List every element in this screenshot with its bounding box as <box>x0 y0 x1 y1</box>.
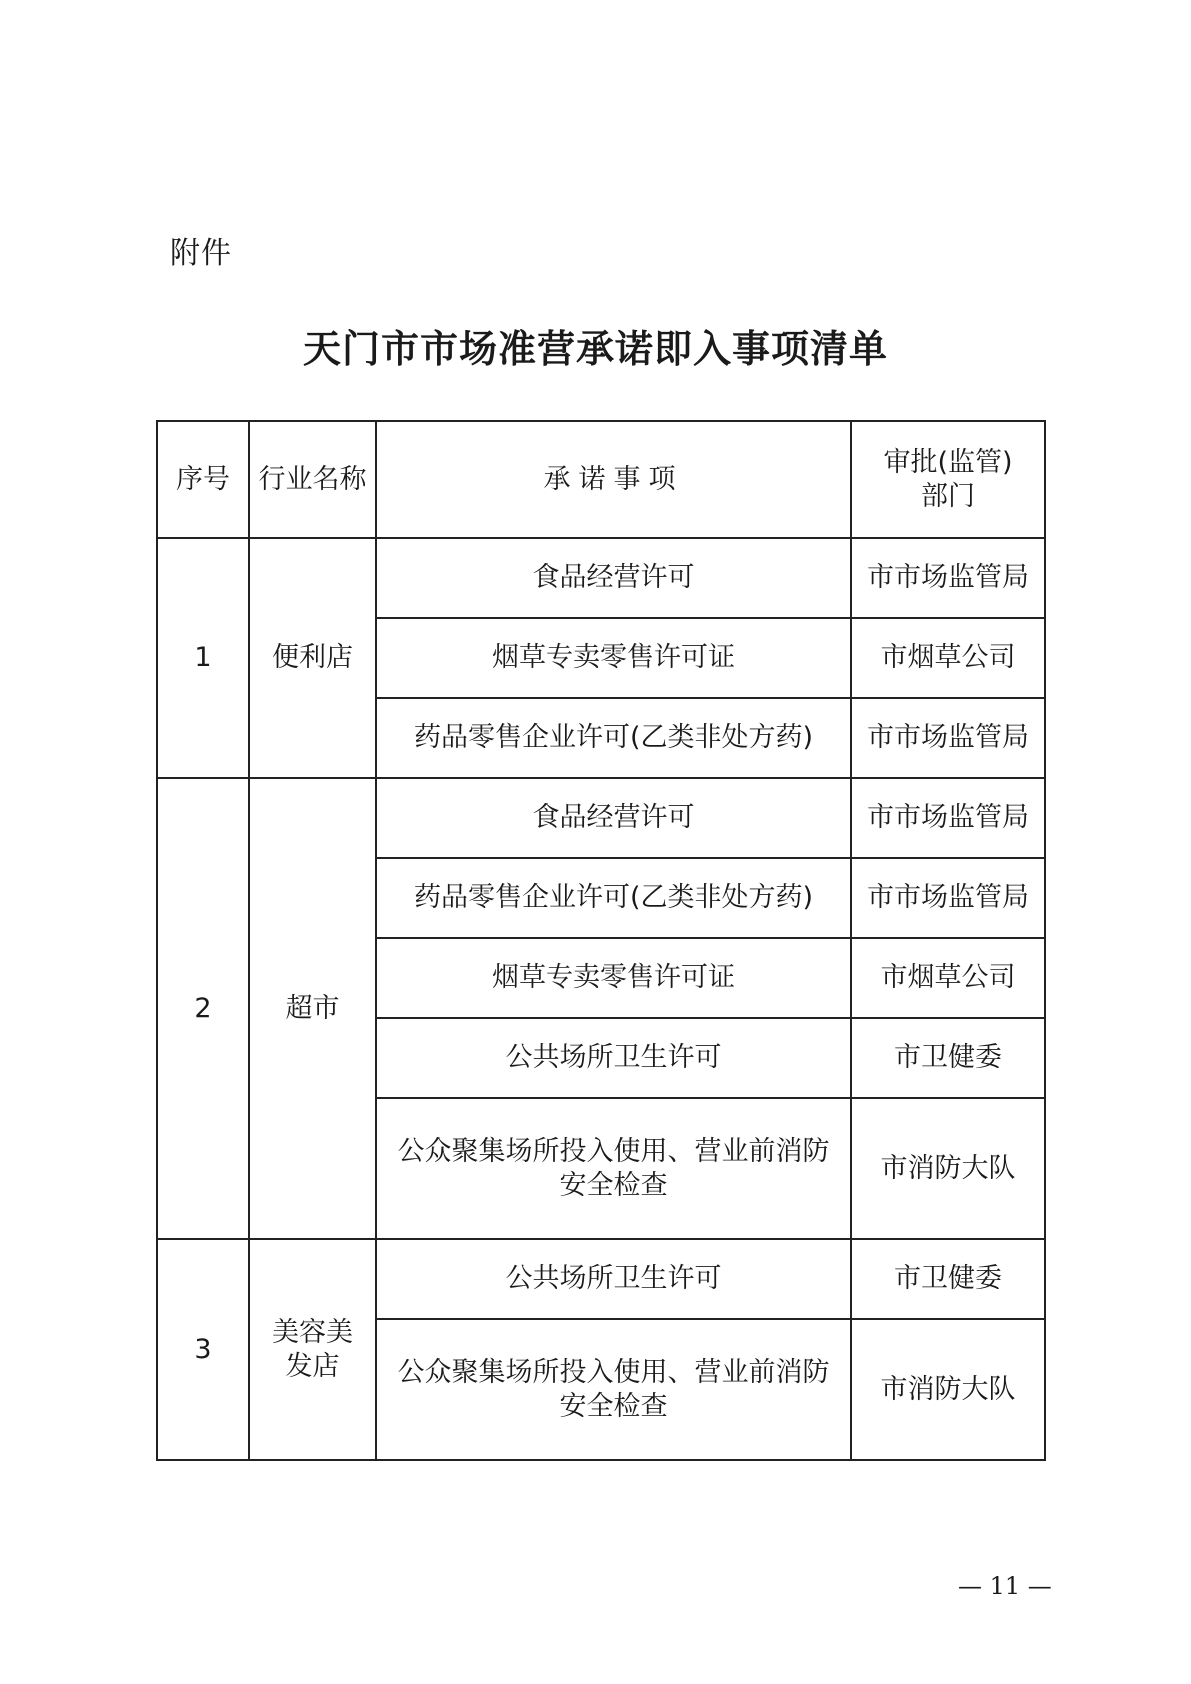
page-number: — 11 — <box>958 1572 1052 1600</box>
item-cell-line2: 安全检查 <box>559 1390 668 1422</box>
group-no: 1 <box>157 538 249 778</box>
header-items: 承诺事项 <box>376 421 851 538</box>
item-cell: 烟草专卖零售许可证 <box>376 938 851 1018</box>
item-cell: 烟草专卖零售许可证 <box>376 618 851 698</box>
item-cell-line1: 公众聚集场所投入使用、营业前消防 <box>397 1135 830 1167</box>
table-row <box>157 778 1045 858</box>
item-cell: 公共场所卫生许可 <box>376 1018 851 1098</box>
table-row <box>157 1239 1045 1319</box>
group-industry-line1: 美容美 <box>272 1316 353 1348</box>
dept-cell: 市市场监管局 <box>851 538 1045 618</box>
dept-cell: 市烟草公司 <box>851 938 1045 1018</box>
header-industry: 行业名称 <box>249 421 376 538</box>
header-dept <box>851 421 1045 538</box>
group-no: 2 <box>157 778 249 1239</box>
dept-cell: 市消防大队 <box>851 1319 1045 1460</box>
item-cell: 食品经营许可 <box>376 538 851 618</box>
group-no: 3 <box>157 1239 249 1460</box>
dept-cell: 市卫健委 <box>851 1018 1045 1098</box>
document-title: 天门市市场准营承诺即入事项清单 <box>302 327 888 371</box>
item-cell: 药品零售企业许可(乙类非处方药) <box>376 698 851 778</box>
group-industry: 便利店 <box>249 538 376 778</box>
header-dept-line1: 审批(监管) <box>883 446 1013 478</box>
attachment-label: 附件 <box>170 236 232 271</box>
group-industry-line2: 发店 <box>285 1350 340 1382</box>
item-cell: 公共场所卫生许可 <box>376 1239 851 1319</box>
item-cell <box>376 1098 851 1239</box>
item-cell <box>376 1319 851 1460</box>
header-dept-line2: 部门 <box>921 480 975 512</box>
group-industry: 超市 <box>249 778 376 1239</box>
item-cell: 食品经营许可 <box>376 778 851 858</box>
dept-cell: 市市场监管局 <box>851 778 1045 858</box>
dept-cell: 市烟草公司 <box>851 618 1045 698</box>
item-cell: 药品零售企业许可(乙类非处方药) <box>376 858 851 938</box>
dept-cell: 市市场监管局 <box>851 858 1045 938</box>
item-cell-line2: 安全检查 <box>559 1169 668 1201</box>
header-no: 序号 <box>157 421 249 538</box>
table-row <box>157 538 1045 618</box>
commitment-items-table <box>156 420 1046 1461</box>
table-header-row <box>157 421 1045 538</box>
item-cell-line1: 公众聚集场所投入使用、营业前消防 <box>397 1356 830 1388</box>
group-industry <box>249 1239 376 1460</box>
dept-cell: 市消防大队 <box>851 1098 1045 1239</box>
dept-cell: 市卫健委 <box>851 1239 1045 1319</box>
dept-cell: 市市场监管局 <box>851 698 1045 778</box>
